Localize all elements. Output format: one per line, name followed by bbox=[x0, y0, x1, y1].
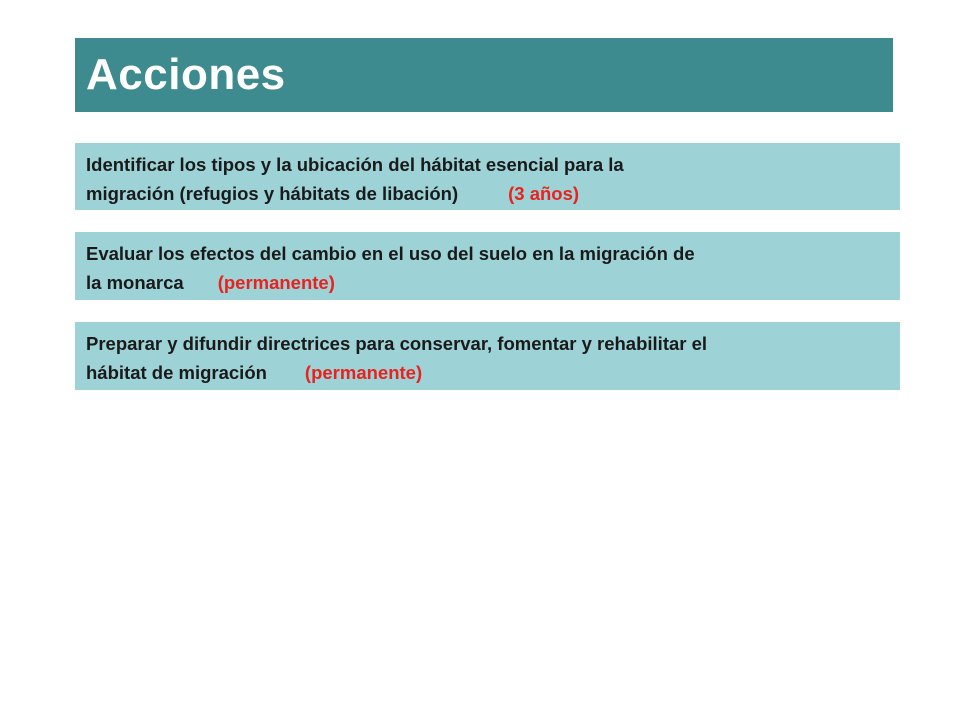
action-item-land-use-evaluation bbox=[75, 232, 900, 300]
duration-label: (permanente) bbox=[217, 272, 335, 293]
action-text: la monarca bbox=[86, 272, 184, 293]
action-text-line-2 bbox=[86, 268, 889, 297]
action-text: migración (refugios y hábitats de libación) bbox=[86, 183, 459, 204]
action-item-guidelines bbox=[75, 322, 900, 390]
action-text-line-1: Evaluar los efectos del cambio en el uso del suelo en la migración de bbox=[86, 243, 695, 264]
action-text-line-1: Preparar y difundir directrices para conservar, fomentar y rehabilitar el bbox=[86, 333, 708, 354]
action-text: hábitat de migración bbox=[86, 362, 267, 383]
action-text-line-1: Identificar los tipos y la ubicación del hábitat esencial para la bbox=[86, 154, 624, 175]
action-item-habitat-identification bbox=[75, 143, 900, 210]
duration-label: (3 años) bbox=[508, 183, 580, 204]
page-title: Acciones bbox=[86, 50, 286, 99]
action-text-line-2 bbox=[86, 358, 889, 387]
title-bar bbox=[75, 38, 893, 112]
duration-label: (permanente) bbox=[304, 362, 423, 383]
action-text-line-2 bbox=[86, 179, 889, 208]
